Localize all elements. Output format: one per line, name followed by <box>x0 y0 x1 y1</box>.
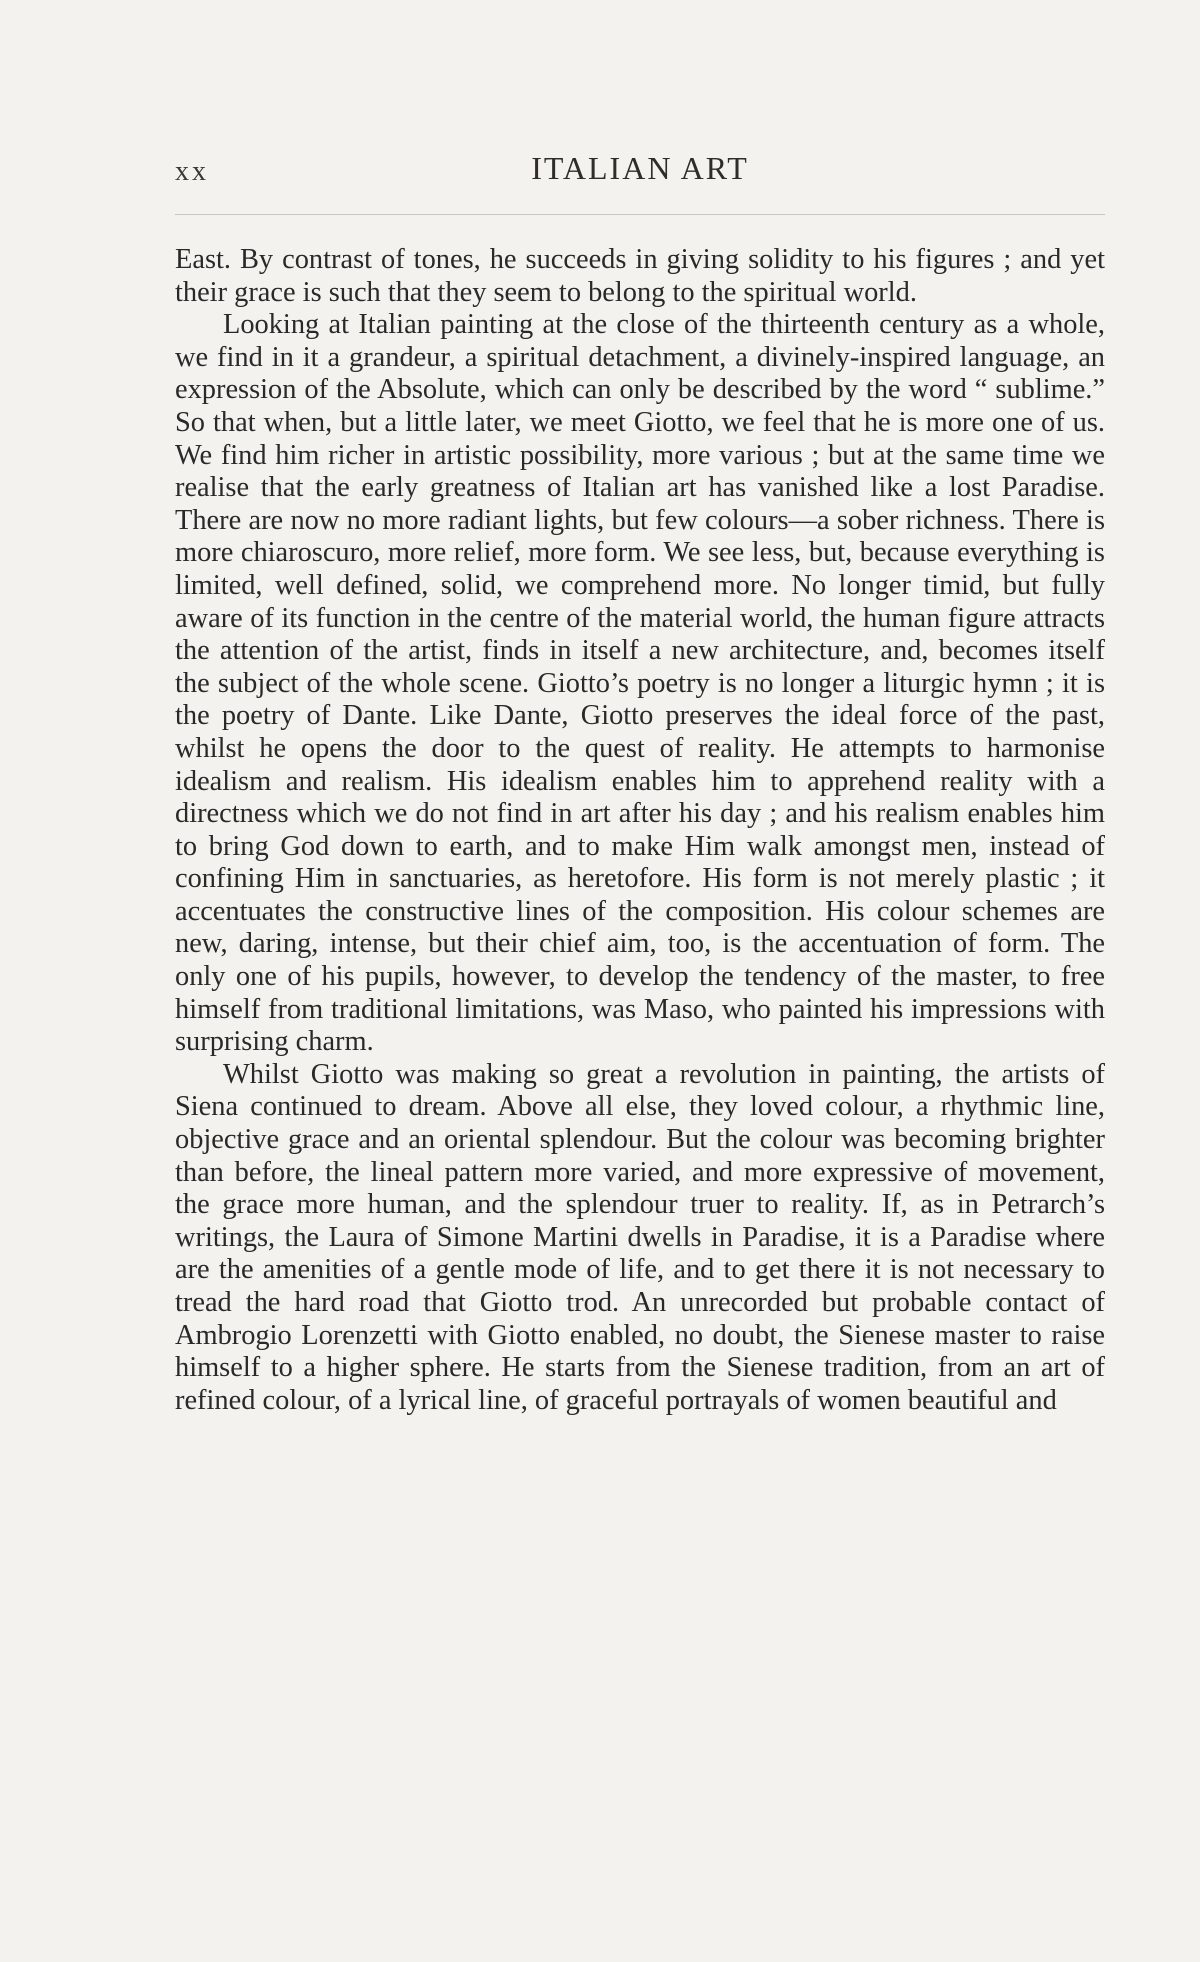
header-rule <box>175 214 1105 215</box>
body-text <box>175 244 1105 1417</box>
paragraph: Whilst Giotto was making so great a revolution in painting, the artists of Siena continued to dream. Above all else, they loved colour, a rhythmic line, objective grace and an oriental splendour. But the colour was becoming brighter than before, the lineal pattern more varied, and more expressive of movement, the grace more human, and the splendour truer to reality. If, as in Petrarch’s writings, the Laura of Simone Martini dwells in Paradise, it is a Paradise where are the amenities of a gentle mode of life, and to get there it is not necessary to tread the hard road that Giotto trod. An unrecorded but probable contact of Ambrogio Lorenzetti with Giotto enabled, no doubt, the Sienese master to raise himself to a higher sphere. He starts from the Sienese tradition, from an art of refined colour, of a lyrical line, of graceful portrayals of women beautiful and <box>175 1058 1105 1416</box>
running-title: ITALIAN ART <box>531 150 749 186</box>
page-header <box>175 150 1105 196</box>
paragraph: East. By contrast of tones, he succeeds in giving solidity to his figures ; and yet their grace is such that they seem to belong to the spiritual world. <box>175 244 1105 308</box>
page-number: xx <box>175 156 209 187</box>
paragraph: Looking at Italian painting at the close of the thirteenth century as a whole, we find in it a grandeur, a spiritual detachment, a divinely-inspired language, an expression of the Absolute, which can only be described by the word “ sublime.” So that when, but a little later, we meet Giotto, we feel that he is more one of us. We find him richer in artistic possibility, more various ; but at the same time we realise that the early greatness of Italian art has vanished like a lost Paradise. There are now no more radiant lights, but few colours—a sober richness. There is more chiaroscuro, more relief, more form. We see less, but, because everything is limited, well defined, solid, we comprehend more. No longer timid, but fully aware of its function in the centre of the material world, the human figure attracts the attention of the artist, finds in itself a new architecture, and, becomes itself the subject of the whole scene. Giotto’s poetry is no longer a liturgic hymn ; it is the poetry of Dante. Like Dante, Giotto preserves the ideal force of the past, whilst he opens the door to the quest of reality. He attempts to harmonise idealism and realism. His idealism enables him to apprehend reality with a directness which we do not find in art after his day ; and his realism enables him to bring God down to earth, and to make Him walk amongst men, instead of confining Him in sanctuaries, as heretofore. His form is not merely plastic ; it accentuates the constructive lines of the composition. His colour schemes are new, daring, intense, but their chief aim, too, is the accentuation of form. The only one of his pupils, however, to develop the tendency of the master, to free himself from traditional limitations, was Maso, who painted his impressions with surprising charm. <box>175 309 1105 1058</box>
